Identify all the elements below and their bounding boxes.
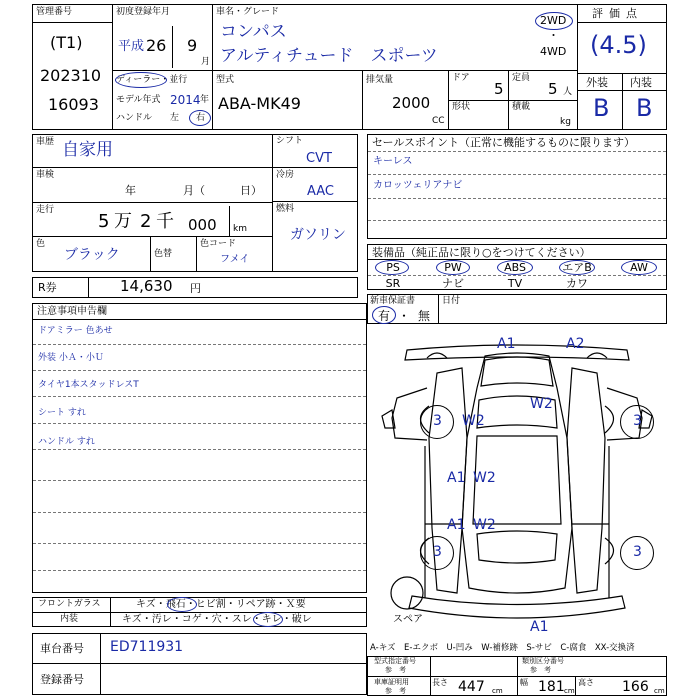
length-value: 447 xyxy=(458,679,485,695)
shodo-label: 初度登録年月 xyxy=(116,7,171,17)
note-3: タイヤ1本スタッドレスT xyxy=(38,380,139,390)
mark-tire-rr: 3 xyxy=(633,544,642,560)
chassis-number: ED711931 xyxy=(110,639,184,655)
height-unit: cm xyxy=(654,687,665,695)
color-label: 色 xyxy=(36,239,46,249)
score: (4.5) xyxy=(590,31,647,59)
notes-title: 注意事項申告欄 xyxy=(37,306,107,317)
katashiki-label: 型式 xyxy=(216,75,235,85)
width-unit: cm xyxy=(564,687,575,695)
hyoka-label: 評価点 xyxy=(592,7,643,20)
kg-unit: kg xyxy=(560,117,571,127)
chassis-label: 車台番号 xyxy=(40,642,84,655)
mark-a1-bottom: A1 xyxy=(530,619,549,635)
date-label: 日付 xyxy=(442,296,461,306)
dealer-circle xyxy=(115,72,167,88)
mark-a1-mid2: A1 xyxy=(447,517,466,533)
exterior-grade: B xyxy=(593,94,610,122)
width-label: 幅 xyxy=(520,678,528,687)
displacement: 2000 xyxy=(392,94,431,112)
sales-item-1: キーレス xyxy=(373,156,413,167)
note-5: ハンドル すれ xyxy=(38,437,95,447)
shift: CVT xyxy=(306,151,332,166)
shift-label: シフト xyxy=(276,136,304,146)
length-label: 長さ xyxy=(432,678,448,687)
reg-month-unit: 月 xyxy=(201,57,211,67)
kanri-code: (T1) xyxy=(50,33,83,52)
era: 平成 xyxy=(118,39,145,54)
yen-unit: 円 xyxy=(190,282,201,295)
equip-sr: SR xyxy=(385,277,401,290)
warranty-dot: ・ xyxy=(398,309,411,323)
front-glass-items: キズ・飛石・ヒビ割・リペア跡・Ｘ要 xyxy=(136,599,306,610)
iro-gae-label: 色替 xyxy=(154,249,173,259)
keijo-label: 形状 xyxy=(452,102,471,112)
equip-airbag: エアB xyxy=(562,261,592,274)
equip-tv: TV xyxy=(507,277,523,290)
interior-grade: B xyxy=(636,94,653,122)
shaken-year-unit: 年 xyxy=(125,184,136,197)
reibo-label: 冷房 xyxy=(276,170,295,180)
km-unit: km xyxy=(233,224,247,234)
width-value: 181 xyxy=(538,679,565,695)
dealer-label: ディーラー・並行 xyxy=(116,75,188,85)
kanri-number-2: 16093 xyxy=(48,95,99,114)
mileage-man-unit: 万 xyxy=(114,211,132,232)
car-name-line1: コンパス xyxy=(220,22,287,42)
front-glass-label: フロントガラス xyxy=(38,599,101,609)
capacity-unit: 人 xyxy=(563,87,573,97)
color: ブラック xyxy=(64,247,120,263)
mileage-man-value: 5 xyxy=(98,211,110,232)
color-code: フメイ xyxy=(220,254,250,265)
shomei-sanko: 参 考 xyxy=(385,687,406,695)
shareki: 自家用 xyxy=(62,140,113,160)
kanri-number-1: 202310 xyxy=(40,66,102,85)
door-label: ドア xyxy=(452,73,470,83)
warranty-yes: 有 xyxy=(378,309,391,323)
shomei-label: 車庫証明用 xyxy=(374,678,409,686)
shaken-month-unit: 月（ xyxy=(183,184,205,197)
ac: AAC xyxy=(307,184,334,199)
equipment-title: 装備品（純正品に限り○をつけてください） xyxy=(372,246,591,259)
mark-w2-mid2: W2 xyxy=(473,517,496,533)
katashiki-shitei-sanko: 参 考 xyxy=(385,666,406,674)
shareki-label: 車歴 xyxy=(36,137,55,147)
height-label: 高さ xyxy=(578,678,594,687)
mark-tire-fl: 3 xyxy=(433,413,442,429)
shaken-label: 車検 xyxy=(36,170,55,180)
recycle-amount: 14,630 xyxy=(120,277,173,295)
length-unit: cm xyxy=(492,687,503,695)
naiso-label: 内装 xyxy=(630,76,652,89)
haiki-label: 排気量 xyxy=(366,75,394,85)
car-diagram xyxy=(367,328,667,638)
height-value: 166 xyxy=(622,679,649,695)
ruibetsu-sanko: 参 考 xyxy=(530,666,551,674)
note-4: シート すれ xyxy=(38,408,86,418)
equip-abs: ABS xyxy=(504,261,526,274)
sekisai-label: 積載 xyxy=(512,102,531,112)
equip-ps: PS xyxy=(386,261,400,274)
handle-right: 右 xyxy=(196,113,206,123)
mileage-sen-unit: 千 xyxy=(156,211,174,232)
note-2: 外装 小Ａ・小Ｕ xyxy=(38,353,104,363)
notes-frame xyxy=(32,303,367,593)
interior-items: キズ・汚レ・コゲ・穴・スレ・キレ・破レ xyxy=(122,614,312,625)
sales-title: セールスポイント（正常に機能するものに限ります） xyxy=(372,136,636,149)
nenryo-label: 燃料 xyxy=(276,204,295,214)
warranty-label: 新車保証書 xyxy=(370,296,416,306)
mark-w2-left: W2 xyxy=(462,413,485,429)
mark-w2-mid1: W2 xyxy=(473,470,496,486)
warranty-no: 無 xyxy=(418,309,431,323)
reg-month: 9 xyxy=(187,36,198,55)
cc-unit: CC xyxy=(432,116,445,126)
damage-legend: A-キズ E-エクボ U-凹み W-補修跡 S-サビ C-腐食 XX-交換済 xyxy=(370,643,635,653)
equip-leather: カワ xyxy=(566,277,588,290)
soko-label: 走行 xyxy=(36,205,55,215)
spare-label: スペア xyxy=(393,614,423,625)
door-count: 5 xyxy=(494,80,504,98)
drive-2wd: 2WD xyxy=(540,14,567,27)
gaiso-label: 外装 xyxy=(586,76,608,89)
era-year: 26 xyxy=(146,36,167,55)
equip-pw: PW xyxy=(444,261,462,274)
mark-w2-roof: W2 xyxy=(530,396,553,412)
equip-navi: ナビ xyxy=(442,277,464,290)
model-year: 2014 xyxy=(170,93,201,107)
note-1: ドアミラー 色あせ xyxy=(38,326,113,336)
katashiki-shitei-label: 型式指定番号 xyxy=(374,657,416,665)
recycle-label: R券 xyxy=(38,281,57,294)
mileage-rest: 000 xyxy=(188,216,217,234)
fuel: ガソリン xyxy=(290,227,346,243)
interior-label: 内装 xyxy=(60,614,79,624)
mileage-sen-value: 2 xyxy=(140,211,152,232)
handle-label: ハンドル xyxy=(116,113,153,123)
shamei-label: 車名・グレード xyxy=(216,7,280,17)
mark-a2-top: A2 xyxy=(566,336,585,352)
ruibetsu-label: 類別区分番号 xyxy=(522,657,564,665)
sales-item-2: カロッツェリアナビ xyxy=(373,180,463,191)
handle-right-circle xyxy=(189,110,211,126)
capacity: 5 xyxy=(548,80,558,98)
equip-aw: AW xyxy=(630,261,648,274)
car-name-line2: アルティチュード スポーツ xyxy=(220,46,438,66)
mark-a1-mid1: A1 xyxy=(447,470,466,486)
shaken-day-unit: 日） xyxy=(240,184,262,197)
drive-dot: ・ xyxy=(548,29,559,42)
handle-left: 左 xyxy=(170,113,180,123)
teiin-label: 定員 xyxy=(512,73,531,83)
katashiki: ABA-MK49 xyxy=(218,94,301,113)
model-year-unit: 年 xyxy=(200,95,210,105)
mark-a1-top: A1 xyxy=(497,336,516,352)
color-code-label: 色コード xyxy=(200,239,237,249)
model-year-label: モデル年式 xyxy=(116,95,161,105)
drive-4wd: 4WD xyxy=(540,45,567,58)
mark-tire-fr: 3 xyxy=(633,413,642,429)
kanri-label: 管理番号 xyxy=(36,7,73,17)
mark-tire-rl: 3 xyxy=(433,544,442,560)
reg-label: 登録番号 xyxy=(40,673,84,686)
